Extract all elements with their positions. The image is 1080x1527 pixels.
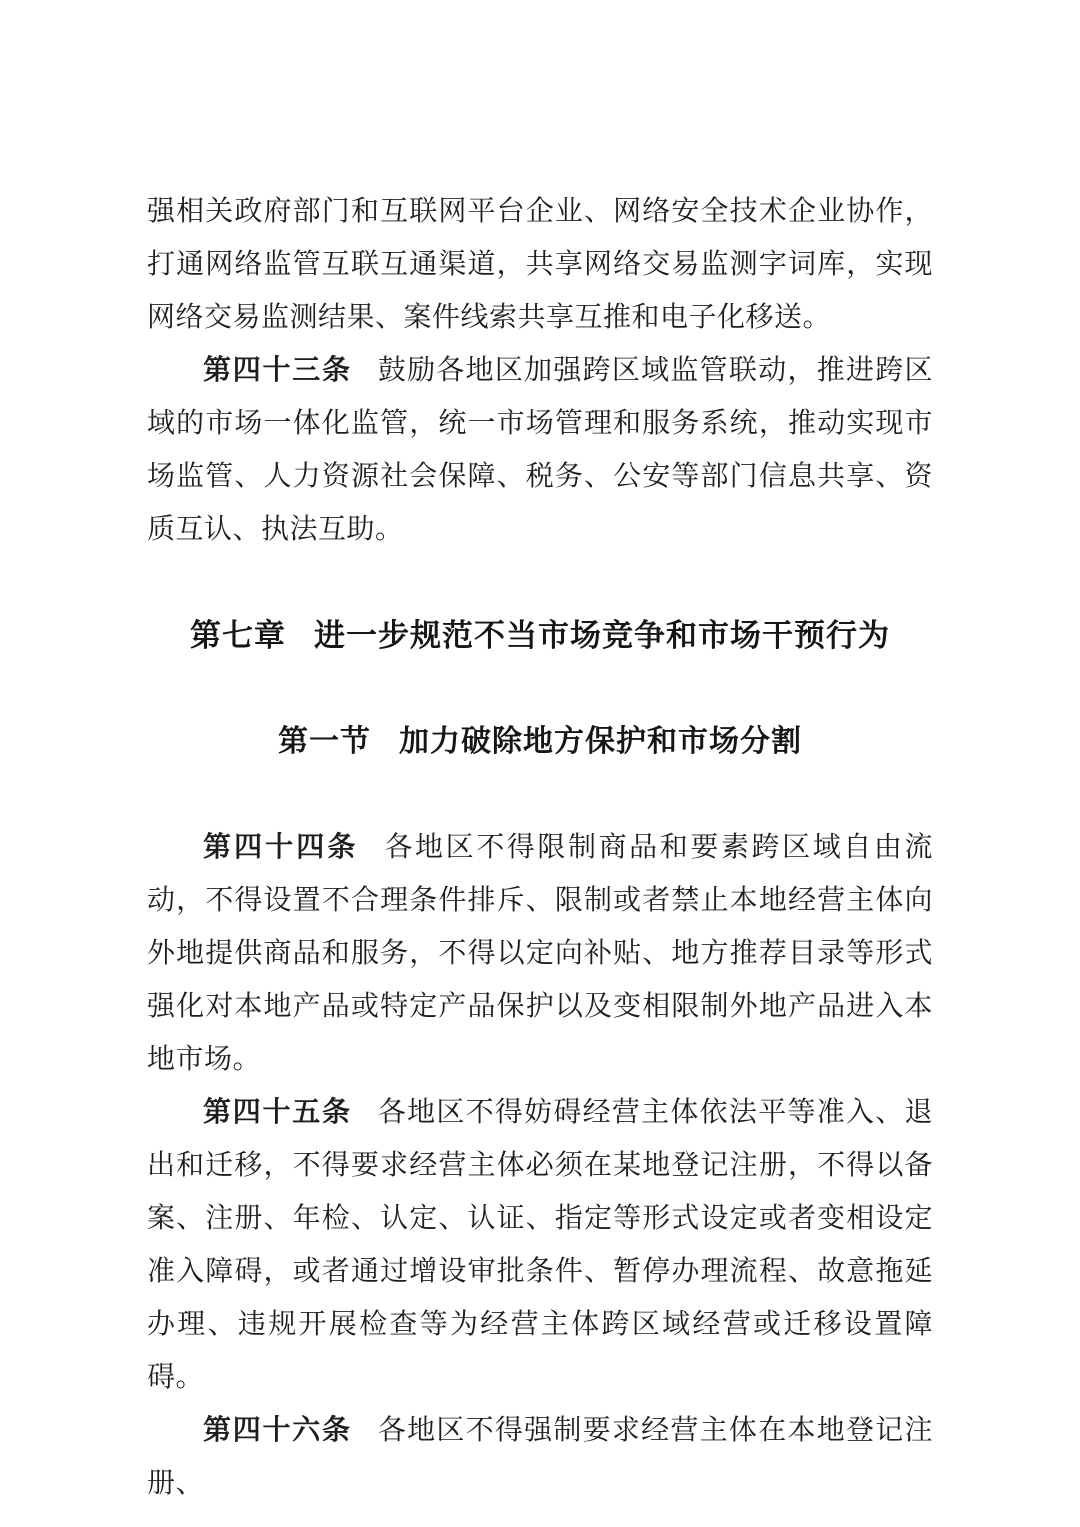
- chapter-7-heading: [147, 609, 933, 662]
- article-45-text: 各地区不得妨碍经营主体依法平等准入、退出和迁移，不得要求经营主体必须在某地登记注册，不得以备案、注册、年检、认定、认证、指定等形式设定或者变相设定准入障碍，或者通过增设审批条件、暂停办理流程、故意拖延办理、违规开展检查等为经营主体跨区域经营或迁移设置障碍。: [147, 1097, 933, 1393]
- article-43-paragraph: [147, 344, 933, 556]
- chapter-7-title: 进一步规范不当市场竞争和市场干预行为: [314, 618, 890, 653]
- article-44-label: 第四十四条: [203, 832, 359, 863]
- section-1-heading: [147, 715, 933, 768]
- article-46-text: 各地区不得强制要求经营主体在本地登记注册、: [147, 1415, 933, 1499]
- section-1-title: 加力破除地方保护和市场分割: [399, 725, 802, 758]
- chapter-7-number: 第七章: [190, 618, 286, 653]
- article-43-label: 第四十三条: [203, 355, 352, 386]
- article-45-paragraph: [147, 1086, 933, 1404]
- article-43-text: 鼓励各地区加强跨区域监管联动，推进跨区域的市场一体化监管，统一市场管理和服务系统，推动实现市场监管、人力资源社会保障、税务、公安等部门信息共享、资质互认、执法互助。: [147, 355, 933, 545]
- article-45-label: 第四十五条: [203, 1097, 352, 1128]
- continuation-paragraph-text: 强相关政府部门和互联网平台企业、网络安全技术企业协作，打通网络监管互联互通渠道，共享网络交易监测字词库，实现网络交易监测结果、案件线索共享互推和电子化移送。: [147, 196, 933, 333]
- section-1-number: 第一节: [278, 725, 371, 758]
- article-46-paragraph: [147, 1404, 933, 1510]
- article-46-label: 第四十六条: [203, 1415, 352, 1446]
- article-44-text: 各地区不得限制商品和要素跨区域自由流动，不得设置不合理条件排斥、限制或者禁止本地经营主体向外地提供商品和服务，不得以定向补贴、地方推荐目录等形式强化对本地产品或特定产品保护以及变相限制外地产品进入本地市场。: [147, 832, 933, 1075]
- continuation-paragraph: [147, 185, 933, 344]
- article-44-paragraph: [147, 821, 933, 1086]
